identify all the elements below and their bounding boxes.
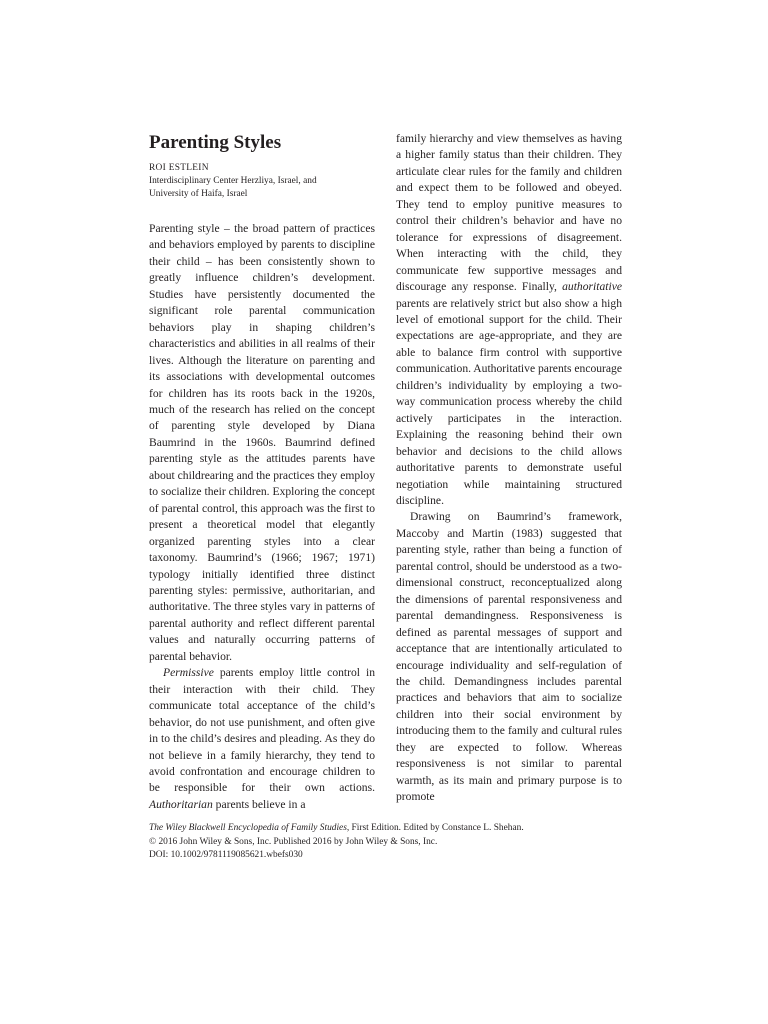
emphasis-authoritative: authoritative bbox=[562, 280, 622, 294]
paragraph-styles-text-1: parents employ little control in their interaction with their child. They communicate total acceptance of the child’s behavior, do not use punishment, and often give in to the child’s desires and pleading. As they do not believe in a family hierarchy, they tend to avoid confrontation and encourage children to be responsible for their own actions. bbox=[149, 666, 375, 795]
emphasis-permissive: Permissive bbox=[163, 666, 214, 680]
article-title: Parenting Styles bbox=[149, 132, 282, 153]
edition-text: , First Edition. Edited by Constance L. Shehan. bbox=[346, 823, 524, 833]
paragraph-continued-text-1: family hierarchy and view themselves as having a higher family status than their children. They articulate clear rules for the family and children and expect them to be followed and obeyed. They tend to employ punitive measures to control their children’s behavior and have no tolerance for expressions of disagreement. When interacting with the child, they communicate few supportive messages and discourage any response. Finally, bbox=[396, 132, 622, 294]
paragraph-styles bbox=[149, 665, 375, 813]
paragraph-styles-continued bbox=[396, 131, 622, 509]
paragraph-intro: Parenting style – the broad pattern of practices and behaviors employed by parents to discipline their child – has been consistently shown to greatly influence children’s development. Studies have persistently documented the significant role parental communication behaviors play in shaping children’s characteristics and abilities in all realms of their lives. Although the literature on parenting and its associations with developmental outcomes for children has its roots back in the 1920s, much of the research has relied on the concept of parenting style developed by Diana Baumrind in the 1960s. Baumrind defined parenting style as the attitudes parents have about childrearing and the practices they employ to socialize their children. Exploring the concept of parental control, this approach was the first to present a theoretical model that elegantly organized parenting styles into a clear taxonomy. Baumrind’s (1966; 1967; 1971) typology initially identified three distinct parenting styles: permissive, authoritarian, and authoritative. The three styles vary in patterns of parental authority and reflect different parental values and naturally occurring patterns of parental behavior. bbox=[149, 222, 375, 663]
doi-line: DOI: 10.1002/9781119085621.wbefs030 bbox=[149, 850, 303, 860]
left-column bbox=[149, 131, 375, 813]
encyclopedia-title: The Wiley Blackwell Encyclopedia of Family Studies bbox=[149, 823, 347, 833]
emphasis-authoritarian: Authoritarian bbox=[149, 797, 213, 811]
affiliation-line-1: Interdisciplinary Center Herzliya, Israel, and bbox=[149, 176, 317, 186]
affiliation-line-2: University of Haifa, Israel bbox=[149, 189, 248, 199]
paragraph-maccoby-martin: Drawing on Baumrind’s framework, Maccoby and Martin (1983) suggested that parenting style, rather than being a function of parental control, should be understood as a two-dimensional construct, reconceptualized along the dimensions of parental responsiveness and parental demandingness. Responsiveness is defined as parental messages of support and acceptance that are intentionally articulated to encourage individuality and self-regulation of the child. Demandingness includes parental practices and behaviors that aim to socialize children into their social environment by introducing them to the family and cultural rules they are expected to follow. Whereas responsiveness is not similar to parental warmth, as its main and primary purpose is to promote bbox=[396, 510, 622, 804]
right-column bbox=[396, 131, 622, 806]
author-name: ROI ESTLEIN bbox=[149, 163, 209, 173]
paragraph-continued-text-2: parents are relatively strict but also show a high level of emotional support for the child. Their expectations are age-appropriate, and they are able to balance firm control with supportive communication. Authoritative parents encourage children’s individuality by employing a two-way communication process whereby the child actively participates in the interaction. Explaining the reasoning behind their own behavior and decisions to the child allows authoritative parents to demonstrate useful negotiation while maintaining structured discipline. bbox=[396, 296, 623, 507]
footer-line-encyclopedia bbox=[149, 822, 619, 836]
citation-footer bbox=[149, 822, 619, 863]
paragraph-styles-text-2: parents believe in a bbox=[212, 797, 306, 811]
copyright-line: © 2016 John Wiley & Sons, Inc. Published 2016 by John Wiley & Sons, Inc. bbox=[149, 836, 438, 847]
